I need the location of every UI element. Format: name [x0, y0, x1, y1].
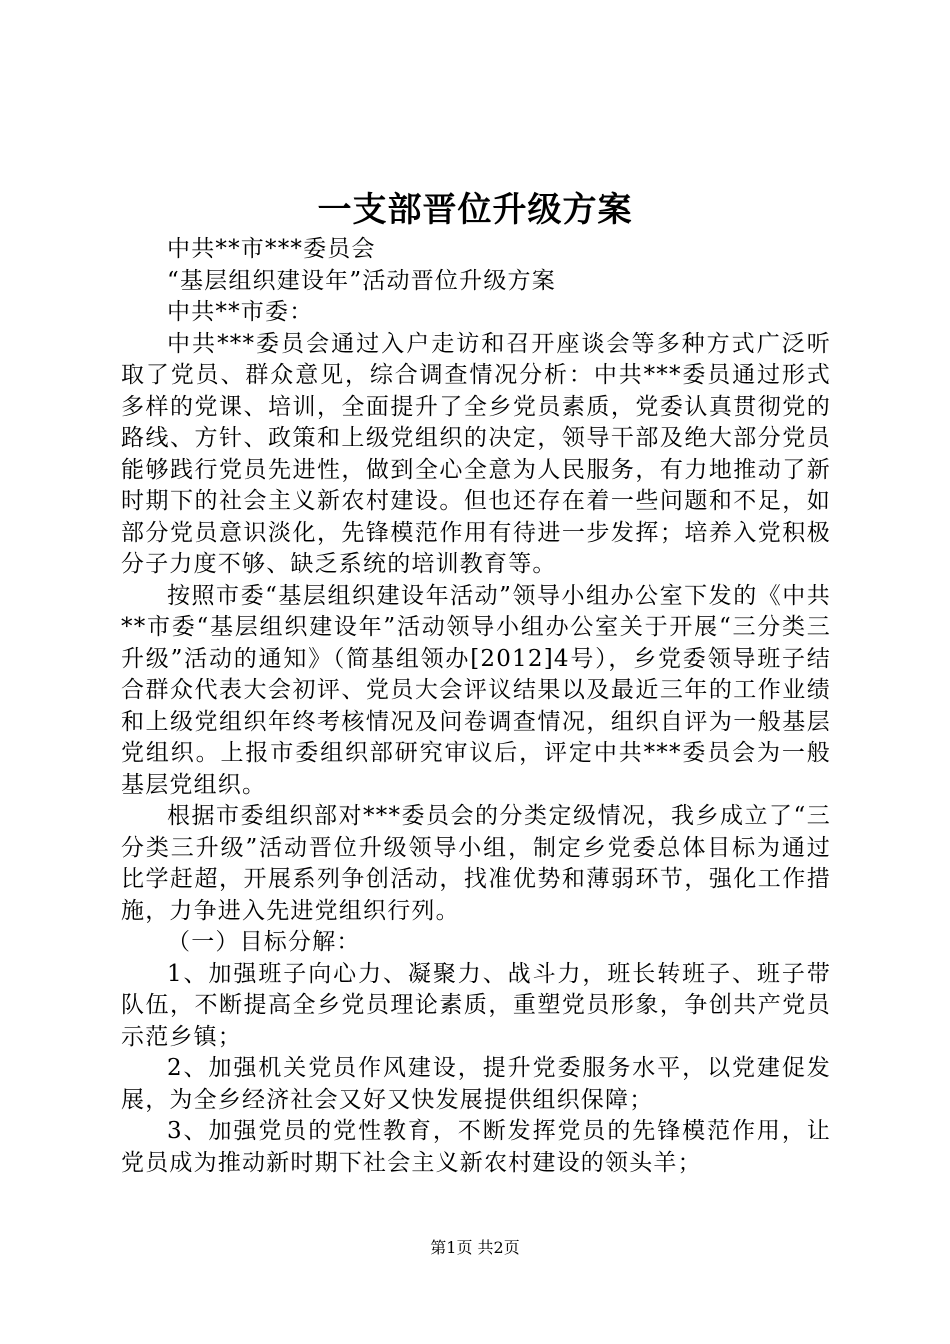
salutation-line: 中共**市委： [167, 299, 314, 325]
goal-item-2: 2、加强机关党员作风建设，提升党委服务水平，以党建促发展，为全乡经济社会又好又快发展提供组织保障； [121, 1055, 831, 1113]
page-number-footer: 第1页 共2页 [430, 1238, 520, 1257]
goal-item-3: 3、加强党员的党性教育，不断发挥党员的先锋模范作用，让党员成为推动新时期下社会主义新农村建设的领头羊； [121, 1118, 831, 1176]
document-title: 一支部晋位升级方案 [317, 190, 633, 230]
paragraph-situation-analysis: 中共***委员会通过入户走访和召开座谈会等多种方式广泛听取了党员、群众意见，综合调查情况分析：中共***委员通过形式多样的党课、培训，全面提升了全乡党员素质，党委认真贯彻党的路线、方针、政策和上级党组织的决定，领导干部及绝大部分党员能够践行党员先进性，做到全心全意为人民服务，有力地推动了新时期下的社会主义新农村建设。但也还存在着一些问题和不足，如部分党员意识淡化，先锋模范作用有待进一步发挥；培养入党积极分子力度不够、缺乏系统的培训教育等。 [121, 330, 831, 577]
addressee-org-line: 中共**市***委员会 [167, 236, 376, 262]
goal-item-1: 1、加强班子向心力、凝聚力、战斗力，班长转班子、班子带队伍，不断提高全乡党员理论素质，重塑党员形象，争创共产党员示范乡镇； [121, 960, 831, 1050]
section-heading-goal-breakdown: （一）目标分解： [167, 929, 361, 955]
paragraph-overall-goal: 根据市委组织部对***委员会的分类定级情况，我乡成立了“三分类三升级”活动晋位升级领导小组，制定乡党委总体目标为通过比学赶超，开展系列争创活动，找准优势和薄弱环节，强化工作措施，力争进入先进党组织行列。 [121, 803, 831, 924]
plan-subtitle-line: “基层组织建设年”活动晋位升级方案 [167, 267, 556, 294]
paragraph-self-evaluation: 按照市委“基层组织建设年活动”领导小组办公室下发的《中共**市委“基层组织建设年”活动领导小组办公室关于开展“三分类三升级”活动的通知》（简基组领办[2012]4号），乡党委领导班子结合群众代表大会初评、党员大会评议结果以及最近三年的工作业绩和上级党组织年终考核情况及问卷调查情况，组织自评为一般基层党组织。上报市委组织部研究审议后，评定中共***委员会为一般基层党组织。 [121, 582, 831, 798]
document-body [121, 234, 831, 1179]
